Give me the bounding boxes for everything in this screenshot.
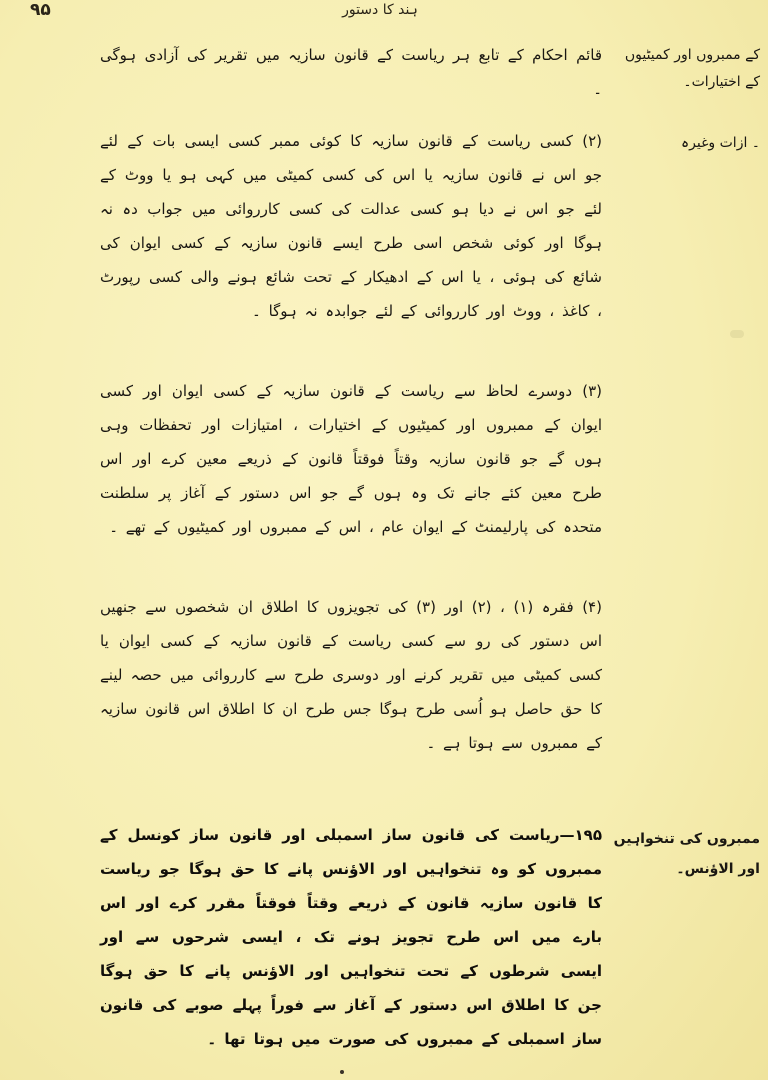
page-number: ۹۵ xyxy=(30,0,51,20)
paragraph-clause-2: (۲) کسی ریاست کے قانون سازیہ کا کوئی ممبر کسی ایسی بات کے لئے جو اس نے قانون سازیہ یا اس کی کسی کمیٹی میں کہی ہو یا ووٹ کے لئے جو اس نے دیا ہو کسی عدالت کی کسی کارروائی میں جواب دہ نہ ہوگا اور کوئی شخص اسی طرح ایسے قانون سازیہ کے کسی ایوان کی شائع کی ہوئی ، یا اس کے ادھیکار کے تحت شائع ہونے والی کسی رپورٹ ، کاغذ ، ووٹ اور کارروائی کے لئے جوابدہ نہ ہوگا ۔ xyxy=(100,132,602,320)
paper-stain xyxy=(730,330,744,338)
margin-note-committees-powers: کے ممبروں اور کمیٹیوں کے اختیارات۔ xyxy=(624,47,760,90)
margin-note-privileges: ۔ ازات وغیرہ xyxy=(680,135,760,151)
paragraph-clause-4: (۴) فقرہ (۱) ، (۲) اور (۳) کی تجویزوں کا اطلاق ان شخصوں سے جنھیں اس دستور کی رو سے کسی ریاست کے قانون سازیہ کے کسی ایوان یا کسی کمیٹی میں تقریر کرنے اور دوسری طرح سے کارروائی میں حصہ لینے کا حق حاصل ہو اُسی طرح ہوگا جس طرح ان کا اطلاق اس قانون سازیہ کے ممبروں سے ہوتا ہے ۔ xyxy=(100,598,602,752)
paragraph-article-195: ۱۹۵—ریاست کی قانون ساز اسمبلی اور قانون ساز کونسل کے ممبروں کو وہ تنخواہیں اور الاؤنس پانے کا حق ہوگا جو ریاست کا قانون سازیہ قانون کے ذریعے وقتاً فوقتاً مقرر کرے اور اس بارے میں اس طرح تجویز ہونے تک ، ایسی شرحوں سے اور ایسی شرطوں کے تحت تنخواہیں اور الاؤنس پانے کا حق ہوگا جن کا اطلاق اس دستور کے آغاز سے فوراً پہلے صوبے کی قانون ساز اسمبلی کے ممبروں کی صورت میں ہوتا تھا ۔ xyxy=(100,826,602,1048)
paragraph-clause-3: (۳) دوسرے لحاظ سے ریاست کے قانون سازیہ کے کسی ایوان اور کسی ایوان کے ممبروں اور کمیٹیوں کے اختیارات ، امتیازات اور تحفظات وہی ہوں گے جو قانون سازیہ وقتاً فوقتاً قانون کے ذریعے معین کرے اور اس طرح معین کئے جانے تک وہ ہوں گے جو اس دستور کے آغاز پر سلطنت متحدہ کی پارلیمنٹ کے ایوان عام ، اس کے ممبروں اور کمیٹیوں کے تھے ۔ xyxy=(100,382,602,536)
page-header-title: ہند کا دستور xyxy=(342,2,418,18)
paragraph-continuation: قائم احکام کے تابع ہر ریاست کے قانون سازیہ میں تقریر کی آزادی ہوگی ۔ xyxy=(100,46,602,98)
margin-note-salaries-allowances: ممبروں کی تنخواہیں اور الاؤنس۔ xyxy=(613,831,760,877)
ink-dot xyxy=(340,1070,344,1074)
